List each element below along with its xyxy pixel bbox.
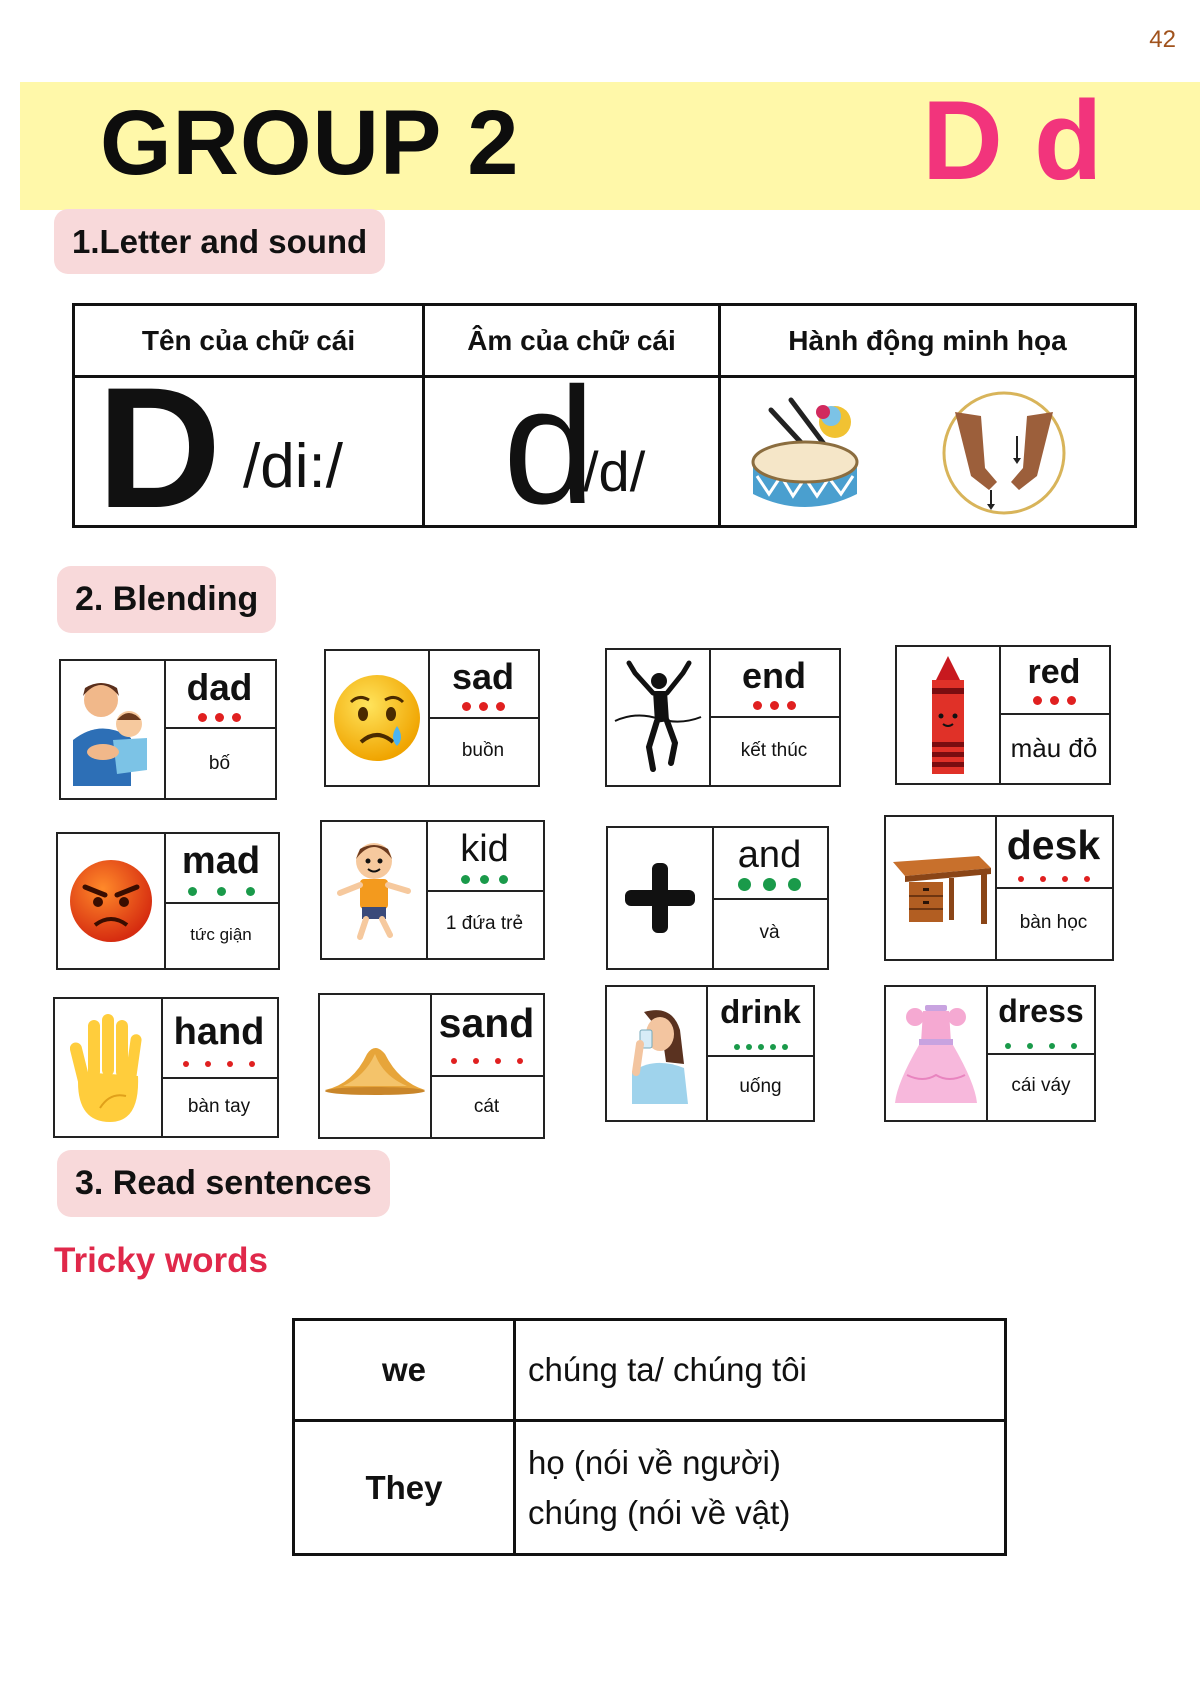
tricky-row: [294, 1320, 1006, 1421]
card-meaning: bàn học: [1019, 912, 1088, 933]
card-word-box: [161, 999, 277, 1079]
sound-dots: [428, 699, 538, 715]
angry-face-icon: [67, 857, 155, 945]
card-word: sad: [451, 656, 515, 697]
card-picture: [897, 647, 1001, 783]
card-word: kid: [460, 828, 509, 870]
card-word-box: [988, 987, 1094, 1055]
card-meaning: màu đỏ: [1010, 732, 1098, 763]
card-picture: [608, 828, 714, 968]
blend-card-kid[interactable]: [320, 820, 545, 960]
card-picture: [886, 987, 988, 1120]
banner-letters: D d: [922, 78, 1103, 203]
letter-name-ipa: /di:/: [243, 432, 343, 501]
card-meaning: cát: [473, 1096, 500, 1117]
card-meaning: uống: [739, 1075, 782, 1097]
card-word: dad: [186, 667, 253, 708]
plus-icon: [621, 859, 699, 937]
card-word-box: [999, 647, 1109, 715]
card-picture: [61, 661, 166, 798]
sound-dots: [709, 698, 839, 714]
drinking-woman-icon: [614, 1004, 700, 1104]
drum-icon: [749, 392, 867, 516]
blend-card-hand[interactable]: [53, 997, 279, 1138]
tricky-meaning-line: chúng ta/ chúng tôi: [528, 1351, 807, 1389]
sound-dots: [995, 870, 1112, 886]
card-word: mad: [181, 840, 261, 882]
card-word: hand: [173, 1011, 265, 1053]
sound-dots: [164, 884, 278, 900]
sound-dots: [161, 1055, 277, 1071]
card-meaning: bố: [208, 752, 231, 774]
card-picture: [55, 999, 163, 1136]
card-meaning: và: [759, 922, 780, 943]
blend-card-desk[interactable]: [884, 815, 1114, 961]
desk-icon: [889, 848, 993, 928]
header-action: Hành động minh họa: [720, 305, 1136, 377]
letter-sound-cell: [424, 354, 720, 539]
card-meaning: tức giận: [190, 925, 252, 944]
letter-lowercase: d: [503, 354, 596, 539]
letter-sound-ipa: /d/: [583, 440, 646, 503]
sound-dots: [426, 872, 543, 888]
letter-uppercase: D: [97, 352, 222, 544]
card-word-box: [426, 822, 543, 892]
title-banner: [20, 78, 1200, 210]
sound-dots: [708, 1038, 813, 1054]
letter-name-cell: [74, 352, 424, 544]
card-picture: [320, 995, 432, 1137]
sad-face-icon: [331, 672, 423, 764]
page-number: 42: [1149, 26, 1176, 53]
sound-dots: [712, 878, 827, 895]
card-word: and: [737, 834, 802, 876]
card-picture: [607, 987, 708, 1120]
tricky-meaning-line: chúng (nói về vật): [528, 1493, 791, 1531]
sound-dots: [999, 693, 1109, 709]
card-word: sand: [438, 1000, 535, 1046]
sound-dots: [430, 1052, 543, 1068]
father-child-icon: [69, 674, 157, 786]
blend-card-sand[interactable]: [318, 993, 545, 1139]
header-letter-name: Tên của chữ cái: [74, 305, 424, 377]
section-title-letter-sound: 1.Letter and sound: [54, 209, 385, 274]
section-title-read-sentences: 3. Read sentences: [57, 1150, 390, 1217]
card-picture: [607, 650, 711, 785]
kid-icon: [332, 837, 416, 943]
card-word: red: [1027, 653, 1081, 691]
blend-card-dress[interactable]: [884, 985, 1096, 1122]
card-meaning: buồn: [461, 740, 505, 761]
card-picture: [326, 651, 430, 785]
sound-dots: [164, 710, 275, 726]
tricky-row: [294, 1421, 1006, 1555]
tricky-words-title: Tricky words: [54, 1241, 268, 1280]
card-word-box: [164, 661, 275, 729]
group-title: GROUP 2: [100, 92, 520, 194]
tricky-word: we: [294, 1320, 515, 1421]
card-word: dress: [998, 993, 1084, 1029]
runner-finish-icon: [613, 659, 703, 777]
card-word-box: [708, 987, 813, 1057]
tricky-meaning-line: họ (nói về người): [528, 1444, 781, 1481]
tricky-words-table: [292, 1318, 1007, 1556]
card-word-box: [709, 650, 839, 718]
sand-pile-icon: [323, 1036, 427, 1096]
letter-sound-table: [72, 303, 1137, 544]
card-word-box: [995, 817, 1112, 889]
blend-card-red[interactable]: [895, 645, 1111, 785]
card-word-box: [430, 995, 543, 1077]
red-crayon-icon: [922, 654, 974, 776]
hand-icon: [70, 1012, 146, 1124]
action-cell: [720, 377, 1136, 527]
section-title-blending: 2. Blending: [57, 566, 276, 633]
card-word: drink: [720, 993, 801, 1030]
tricky-word: They: [294, 1421, 515, 1555]
card-word-box: [712, 828, 827, 900]
blend-card-and[interactable]: [606, 826, 829, 970]
blend-card-mad[interactable]: [56, 832, 280, 970]
header-letter-sound: Âm của chữ cái: [424, 305, 720, 377]
card-meaning: cái váy: [1011, 1074, 1071, 1096]
card-meaning: bàn tay: [187, 1095, 251, 1117]
card-word-box: [164, 834, 278, 904]
dress-icon: [893, 1003, 979, 1105]
card-picture: [58, 834, 166, 968]
card-meaning: 1 đứa trẻ: [445, 913, 524, 934]
blend-card-end[interactable]: [605, 648, 841, 787]
tricky-meaning: [515, 1421, 1006, 1555]
card-word: desk: [1006, 822, 1101, 868]
blend-card-drink[interactable]: [605, 985, 815, 1122]
card-word: end: [741, 655, 806, 696]
card-meaning: kết thúc: [740, 739, 808, 761]
tapping-hands-icon: [941, 390, 1067, 516]
blend-card-sad[interactable]: [324, 649, 540, 787]
card-word-box: [428, 651, 538, 719]
blend-card-dad[interactable]: [59, 659, 277, 800]
card-picture: [322, 822, 428, 958]
card-picture: [886, 817, 997, 959]
tricky-meaning: [515, 1320, 1006, 1421]
